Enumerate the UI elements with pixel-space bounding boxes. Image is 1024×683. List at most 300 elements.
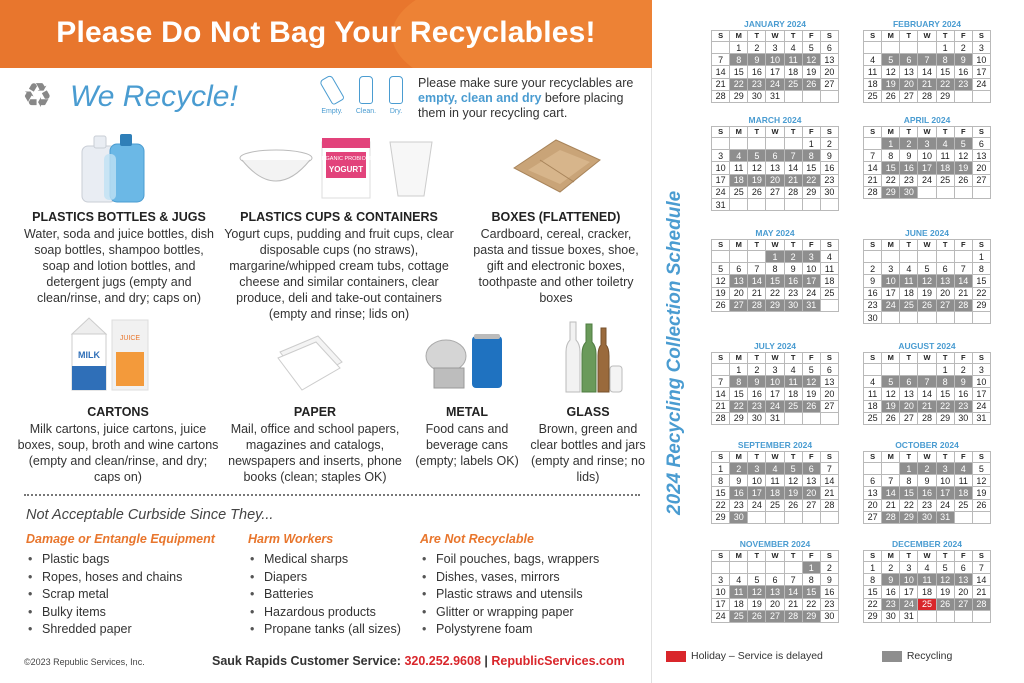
calendar-day: 21: [820, 487, 838, 499]
calendar-day: 27: [900, 90, 918, 102]
calendar-day: 24: [972, 78, 990, 90]
calendar-day: 25: [820, 287, 838, 299]
weekday-header: T: [936, 127, 954, 138]
calendar-day: 6: [864, 475, 882, 487]
calendar-day: 24: [900, 598, 918, 610]
weekday-header: S: [712, 127, 730, 138]
calendar-day: 15: [882, 162, 900, 174]
calendar-day: 17: [712, 174, 730, 186]
calendar-day: 6: [802, 463, 820, 475]
calendar-day: 12: [918, 275, 936, 287]
calendar-day: 25: [900, 299, 918, 311]
calendar-day: [820, 511, 838, 523]
calendar-day: 26: [748, 610, 766, 622]
calendar-day: 28: [882, 511, 900, 523]
weekday-header: F: [954, 452, 972, 463]
calendar-day: 8: [882, 150, 900, 162]
calendar-day: 2: [882, 562, 900, 574]
calendar-day: 30: [900, 186, 918, 198]
calendar-day: 19: [802, 388, 820, 400]
list-item: • Plastic straws and utensils: [420, 586, 599, 604]
list-item: • Batteries: [248, 586, 401, 604]
calendar-day: 14: [882, 487, 900, 499]
calendar-day: [972, 90, 990, 102]
calendar-day: 2: [820, 562, 838, 574]
calendar-day: 4: [766, 463, 784, 475]
weekday-header: S: [820, 353, 838, 364]
calendar-day: 20: [954, 586, 972, 598]
calendar-day: 16: [730, 487, 748, 499]
calendar-day: 6: [820, 364, 838, 376]
calendar-day: 23: [784, 287, 802, 299]
calendar-day: 19: [918, 287, 936, 299]
calendar-day: 17: [882, 287, 900, 299]
calendar-day: 23: [820, 598, 838, 610]
weekday-header: T: [748, 452, 766, 463]
calendar-day: 10: [882, 275, 900, 287]
calendar-day: 6: [766, 574, 784, 586]
calendar-day: 23: [730, 499, 748, 511]
weekday-header: F: [954, 240, 972, 251]
calendar-day: [864, 138, 882, 150]
calendar-day: 11: [784, 376, 802, 388]
calendar-day: 18: [900, 287, 918, 299]
calendar-day: 3: [900, 562, 918, 574]
calendar-day: 29: [802, 186, 820, 198]
calendar-day: 29: [864, 610, 882, 622]
calendar-day: 17: [972, 388, 990, 400]
weekday-header: S: [820, 127, 838, 138]
calendar-day: 9: [900, 150, 918, 162]
dry-bottle-icon: Dry.: [383, 76, 409, 115]
calendar-day: 1: [936, 364, 954, 376]
calendar-day: 22: [864, 598, 882, 610]
calendar-day: 7: [712, 376, 730, 388]
calendar-day: 1: [730, 364, 748, 376]
calendar-month: [711, 227, 839, 312]
calendar-day: 22: [730, 400, 748, 412]
calendar-day: 19: [882, 78, 900, 90]
calendar-day: 1: [900, 463, 918, 475]
calendar-day: 16: [954, 388, 972, 400]
calendar-day: 10: [766, 54, 784, 66]
calendar-day: 30: [730, 511, 748, 523]
weekday-header: M: [730, 240, 748, 251]
calendar-day: 11: [954, 475, 972, 487]
calendar-day: 29: [900, 511, 918, 523]
calendar-day: 16: [900, 162, 918, 174]
calendar-day: 25: [784, 400, 802, 412]
calendar-day: 16: [918, 487, 936, 499]
calendar-day: 7: [784, 150, 802, 162]
calendar-day: 22: [802, 174, 820, 186]
plastic-cups-image: [238, 132, 438, 202]
calendar-day: 21: [918, 400, 936, 412]
calendar-day: 21: [864, 174, 882, 186]
calendar-day: 24: [918, 174, 936, 186]
calendar-day: [730, 138, 748, 150]
calendar-day: 6: [766, 150, 784, 162]
calendar-day: 8: [936, 376, 954, 388]
calendar-day: 24: [936, 499, 954, 511]
calendar-day: [766, 562, 784, 574]
calendar-day: 15: [900, 487, 918, 499]
calendar-day: [712, 562, 730, 574]
calendar-day: 8: [900, 475, 918, 487]
calendar-day: 14: [748, 275, 766, 287]
calendar-day: 5: [882, 376, 900, 388]
calendar-day: [820, 299, 838, 311]
calendar-day: 2: [748, 42, 766, 54]
calendar-day: 6: [954, 562, 972, 574]
weekday-header: T: [900, 551, 918, 562]
calendar-day: [864, 251, 882, 263]
calendar-day: 11: [900, 275, 918, 287]
calendar-day: 29: [882, 186, 900, 198]
item-plastic-bottles: PLASTICS BOTTLES & JUGS Water, soda and juice bottles, dish soap bottles, shampoo bottles, soap and lotion bottles, and detergent jugs (empty and clean/rinse, and dry; caps on): [24, 210, 214, 305]
calendar-day: 11: [766, 475, 784, 487]
calendar-day: 25: [730, 186, 748, 198]
calendar-day: 20: [766, 174, 784, 186]
calendar-day: 14: [820, 475, 838, 487]
calendar-day: 15: [712, 487, 730, 499]
calendar-day: 6: [730, 263, 748, 275]
calendar-day: 19: [748, 598, 766, 610]
calendar-day: 22: [900, 499, 918, 511]
calendar-day: 31: [712, 198, 730, 210]
calendar-day: [954, 186, 972, 198]
calendar-day: 8: [802, 574, 820, 586]
item-boxes: BOXES (FLATTENED) Cardboard, cereal, cracker, pasta and tissue boxes, shoe, gift and electronic boxes, toothpaste and other toiletry boxes: [473, 210, 639, 305]
calendar-day: 28: [864, 186, 882, 198]
calendar-day: [936, 251, 954, 263]
calendar-day: [900, 311, 918, 323]
weekday-header: M: [882, 240, 900, 251]
calendar-day: 12: [882, 66, 900, 78]
calendar-day: 19: [882, 400, 900, 412]
calendar-day: 11: [730, 586, 748, 598]
weekday-header: M: [882, 31, 900, 42]
calendar-day: [972, 511, 990, 523]
calendar-day: 16: [748, 388, 766, 400]
weekday-header: T: [936, 353, 954, 364]
calendar-day: 9: [882, 574, 900, 586]
weekday-header: S: [712, 551, 730, 562]
calendar-day: 31: [766, 412, 784, 424]
calendar-day: 16: [954, 66, 972, 78]
calendar-day: 15: [766, 275, 784, 287]
website-link[interactable]: RepublicServices.com: [491, 654, 625, 668]
calendar-day: 15: [936, 66, 954, 78]
weekday-header: T: [748, 127, 766, 138]
weekday-header: W: [766, 127, 784, 138]
calendar-day: 1: [766, 251, 784, 263]
customer-service: Sauk Rapids Customer Service: 320.252.9608 | RepublicServices.com: [212, 654, 625, 668]
calendar-day: 8: [730, 376, 748, 388]
calendar-day: 7: [820, 463, 838, 475]
calendar-day: 31: [972, 412, 990, 424]
calendar-day: 5: [712, 263, 730, 275]
calendar-day: 4: [900, 263, 918, 275]
calendar-day: 2: [954, 42, 972, 54]
calendar-day: 13: [766, 162, 784, 174]
calendar-day: 1: [802, 562, 820, 574]
calendar-day: 23: [954, 78, 972, 90]
calendar-day: 14: [954, 275, 972, 287]
calendar-day: 17: [766, 388, 784, 400]
calendar-day: 5: [882, 54, 900, 66]
calendar-day: 14: [864, 162, 882, 174]
calendar-day: 19: [954, 162, 972, 174]
calendar-day: 29: [936, 412, 954, 424]
calendar-day: 19: [712, 287, 730, 299]
calendar-day: [918, 42, 936, 54]
calendar-day: 15: [730, 66, 748, 78]
calendar-day: 27: [766, 186, 784, 198]
calendar-month: [863, 439, 991, 524]
list-item: • Propane tanks (all sizes): [248, 621, 401, 639]
not-acceptable-column: Are Not Recyclable • Foil pouches, bags, wrappers • Dishes, vases, mirrors • Plastic straws and utensils • Glitter or wrapping paper • Polystyrene foam: [420, 532, 599, 639]
calendar-day: 14: [918, 388, 936, 400]
calendar-day: 22: [882, 174, 900, 186]
calendar-day: 11: [864, 388, 882, 400]
calendar-day: 3: [972, 364, 990, 376]
calendar-day: 1: [730, 42, 748, 54]
calendar-day: 12: [936, 574, 954, 586]
calendar-day: 17: [712, 598, 730, 610]
calendar-day: 20: [936, 287, 954, 299]
weekday-header: W: [766, 551, 784, 562]
calendar-day: [748, 138, 766, 150]
calendar-day: 24: [802, 287, 820, 299]
calendar-day: 28: [918, 412, 936, 424]
calendar-day: 18: [784, 388, 802, 400]
calendar-day: 28: [820, 499, 838, 511]
weekday-header: W: [766, 240, 784, 251]
calendar-day: 21: [748, 287, 766, 299]
calendar-day: 4: [730, 574, 748, 586]
calendar-day: [766, 138, 784, 150]
calendar-day: 2: [954, 364, 972, 376]
calendar-day: [918, 251, 936, 263]
calendar-day: [784, 412, 802, 424]
month-name: DECEMBER 2024: [892, 539, 962, 549]
calendar-day: 22: [972, 287, 990, 299]
list-item: • Medical sharps: [248, 551, 401, 569]
calendar-day: 12: [954, 150, 972, 162]
copyright: ©2023 Republic Services, Inc.: [24, 657, 145, 667]
calendar-day: 27: [820, 400, 838, 412]
weekday-header: S: [712, 31, 730, 42]
calendar-day: 5: [802, 42, 820, 54]
weekday-header: W: [766, 353, 784, 364]
calendar-day: 16: [820, 162, 838, 174]
weekday-header: T: [900, 452, 918, 463]
phone-link[interactable]: 320.252.9608: [404, 654, 481, 668]
calendar-day: 10: [936, 475, 954, 487]
weekday-header: S: [820, 452, 838, 463]
calendar-day: 8: [864, 574, 882, 586]
list-item: • Shredded paper: [26, 621, 215, 639]
calendar-day: 17: [918, 162, 936, 174]
calendar-day: 14: [712, 388, 730, 400]
calendar-day: 30: [954, 412, 972, 424]
calendar-day: 21: [712, 78, 730, 90]
weekday-header: T: [900, 31, 918, 42]
calendar-day: 4: [936, 138, 954, 150]
calendar-day: 19: [802, 66, 820, 78]
calendar-day: 19: [784, 487, 802, 499]
calendar-day: 3: [802, 251, 820, 263]
calendar-day: 3: [712, 150, 730, 162]
month-name: NOVEMBER 2024: [739, 539, 811, 549]
calendar-day: [954, 90, 972, 102]
calendar-day: 12: [882, 388, 900, 400]
clean-bottle-icon: Clean.: [353, 76, 379, 115]
weekday-header: T: [900, 240, 918, 251]
calendar-day: 26: [712, 299, 730, 311]
calendar-day: 22: [712, 499, 730, 511]
calendar-day: 28: [972, 598, 990, 610]
calendar-day: 9: [954, 54, 972, 66]
calendar-day: 9: [748, 54, 766, 66]
calendar-day: 20: [900, 78, 918, 90]
weekday-header: F: [802, 452, 820, 463]
calendar-day: 4: [784, 364, 802, 376]
weekday-header: S: [864, 31, 882, 42]
calendar-day: 6: [900, 54, 918, 66]
calendar-day: 28: [748, 299, 766, 311]
item-paper: PAPER Mail, office and school papers, magazines and catalogs, newspapers and inserts, phone books (clean; staples OK): [228, 405, 402, 484]
calendar-day: 26: [748, 186, 766, 198]
weekday-header: F: [954, 551, 972, 562]
calendar-day: 16: [748, 66, 766, 78]
calendar-day: 8: [936, 54, 954, 66]
calendar-day: 5: [972, 463, 990, 475]
calendar-day: 26: [802, 78, 820, 90]
calendar-day: 11: [918, 574, 936, 586]
weekday-header: W: [918, 551, 936, 562]
calendar-day: 17: [972, 66, 990, 78]
calendar-day: 4: [820, 251, 838, 263]
weekday-header: S: [972, 31, 990, 42]
weekday-header: F: [802, 240, 820, 251]
calendar-day: 8: [802, 150, 820, 162]
calendar-title: 2024 Recycling Collection Schedule: [664, 190, 685, 515]
calendar-day: 5: [936, 562, 954, 574]
calendar-day: 21: [918, 78, 936, 90]
weekday-header: W: [766, 31, 784, 42]
calendar-day: [784, 198, 802, 210]
list-item: • Plastic bags: [26, 551, 215, 569]
calendar-day: 9: [784, 263, 802, 275]
calendar-day: 27: [972, 174, 990, 186]
calendar-day: 9: [820, 150, 838, 162]
calendar-day: 20: [766, 598, 784, 610]
month-name: FEBRUARY 2024: [892, 19, 962, 29]
calendar-day: 4: [864, 54, 882, 66]
calendar-day: [900, 364, 918, 376]
calendar-day: 24: [766, 78, 784, 90]
month-name: JUNE 2024: [905, 228, 949, 238]
calendar-day: 30: [784, 299, 802, 311]
calendar-day: 27: [864, 511, 882, 523]
calendar-day: 30: [748, 412, 766, 424]
weekday-header: M: [730, 452, 748, 463]
calendar-day: [972, 610, 990, 622]
weekday-header: T: [748, 240, 766, 251]
calendar-day: 17: [900, 586, 918, 598]
weekday-header: F: [802, 551, 820, 562]
calendar-day: [802, 412, 820, 424]
calendar-day: [936, 311, 954, 323]
calendar-day: [802, 90, 820, 102]
calendar-day: [820, 90, 838, 102]
month-name: OCTOBER 2024: [895, 440, 959, 450]
calendar-day: 22: [802, 598, 820, 610]
calendar-day: 7: [972, 562, 990, 574]
calendar-day: 2: [918, 463, 936, 475]
header-banner: [0, 0, 652, 68]
calendar-day: [784, 90, 802, 102]
calendar-day: 13: [820, 54, 838, 66]
weekday-header: S: [972, 127, 990, 138]
calendar-day: 2: [748, 364, 766, 376]
calendar-day: 23: [864, 299, 882, 311]
legend-recycling: Recycling: [906, 650, 953, 662]
weekday-header: M: [730, 551, 748, 562]
calendar-day: 18: [730, 598, 748, 610]
calendar-day: 27: [766, 610, 784, 622]
calendar-day: 29: [730, 90, 748, 102]
calendar-day: 24: [712, 610, 730, 622]
calendar-day: 12: [748, 162, 766, 174]
calendar-day: 21: [972, 586, 990, 598]
calendar-month: [711, 114, 839, 211]
weekday-header: S: [864, 452, 882, 463]
calendar-day: 25: [936, 174, 954, 186]
calendar-day: [802, 511, 820, 523]
calendar-day: [918, 186, 936, 198]
page-title: Please Do Not Bag Your Recyclables!: [56, 16, 596, 49]
calendar-day: 24: [712, 186, 730, 198]
calendar-day: 2: [864, 263, 882, 275]
calendar-day: 5: [918, 263, 936, 275]
calendar-month: [863, 538, 991, 623]
weekday-header: S: [712, 353, 730, 364]
calendar-day: 15: [802, 162, 820, 174]
calendar-day: 11: [820, 263, 838, 275]
list-item: • Glitter or wrapping paper: [420, 604, 599, 622]
weekday-header: T: [936, 240, 954, 251]
calendar-day: 9: [954, 376, 972, 388]
calendar-day: 1: [864, 562, 882, 574]
calendar-day: [954, 610, 972, 622]
calendar-day: 10: [748, 475, 766, 487]
calendar-day: [712, 364, 730, 376]
calendar-day: 10: [972, 376, 990, 388]
calendar-day: [712, 138, 730, 150]
month-name: APRIL 2024: [903, 115, 951, 125]
calendar-day: 21: [954, 287, 972, 299]
calendar-day: [918, 364, 936, 376]
calendar-day: 31: [936, 511, 954, 523]
calendar-day: 20: [864, 499, 882, 511]
calendar-day: 5: [954, 138, 972, 150]
calendar-day: 7: [918, 376, 936, 388]
calendar-day: 10: [766, 376, 784, 388]
calendar-day: 5: [784, 463, 802, 475]
